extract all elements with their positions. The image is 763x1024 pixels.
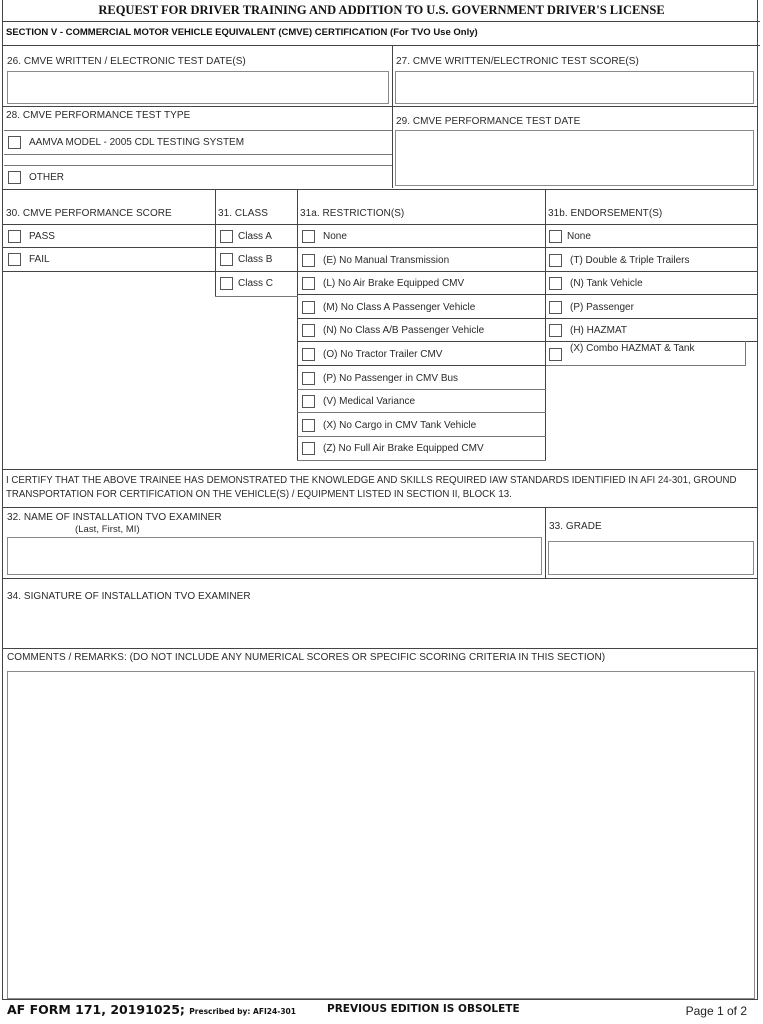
divider <box>297 189 298 461</box>
divider <box>297 341 758 342</box>
field-33-label: 33. GRADE <box>549 521 602 532</box>
restriction-option-label: (X) No Cargo in CMV Tank Vehicle <box>323 419 477 431</box>
divider <box>2 507 758 508</box>
endorsement-checkbox[interactable] <box>549 254 562 267</box>
option-class-c-label: Class C <box>238 278 274 289</box>
checkbox-fail[interactable] <box>8 253 21 266</box>
restriction-checkbox[interactable] <box>302 301 315 314</box>
restriction-checkbox[interactable] <box>302 442 315 455</box>
endorsement-option-label: (P) Passenger <box>570 301 634 313</box>
divider <box>297 389 546 390</box>
divider <box>2 45 760 46</box>
restriction-option-label: (M) No Class A Passenger Vehicle <box>323 301 476 313</box>
obsolete-notice: PREVIOUS EDITION IS OBSOLETE <box>327 1003 520 1015</box>
option-fail-label: FAIL <box>29 254 50 265</box>
divider <box>2 21 760 22</box>
divider <box>297 436 546 437</box>
checkbox-aamva[interactable] <box>8 136 21 149</box>
field-31a-label: 31a. RESTRICTION(S) <box>300 208 405 219</box>
page-number: Page 1 of 2 <box>685 1004 747 1018</box>
restriction-checkbox[interactable] <box>302 372 315 385</box>
endorsement-checkbox[interactable] <box>549 324 562 337</box>
divider <box>392 45 393 188</box>
divider <box>2 247 758 248</box>
divider <box>4 154 392 155</box>
divider <box>297 365 546 366</box>
divider <box>545 189 546 461</box>
divider <box>2 271 758 272</box>
endorsement-checkbox[interactable] <box>549 301 562 314</box>
option-class-b-label: Class B <box>238 254 273 265</box>
divider <box>4 130 392 131</box>
option-other-label: OTHER <box>29 172 64 183</box>
divider <box>297 294 758 295</box>
restriction-option-label: (Z) No Full Air Brake Equipped CMV <box>323 443 484 455</box>
comments-input[interactable] <box>7 671 755 999</box>
signature-area[interactable] <box>4 605 756 647</box>
divider <box>297 318 758 319</box>
restriction-option-label: (N) No Class A/B Passenger Vehicle <box>323 325 485 337</box>
endorsement-option-label: (T) Double & Triple Trailers <box>570 254 690 266</box>
field-33-input[interactable] <box>548 541 754 575</box>
endorsement-checkbox[interactable] <box>549 277 562 290</box>
restriction-checkbox[interactable] <box>302 348 315 361</box>
form-title: REQUEST FOR DRIVER TRAINING AND ADDITION TO U.S. GOVERNMENT DRIVER'S LICENSE <box>98 3 665 17</box>
divider <box>2 999 758 1000</box>
divider <box>545 507 546 578</box>
field-29-input[interactable] <box>395 130 754 186</box>
divider <box>2 189 758 190</box>
divider <box>215 296 298 297</box>
restriction-option-label: (L) No Air Brake Equipped CMV <box>323 278 465 290</box>
field-29-label: 29. CMVE PERFORMANCE TEST DATE <box>396 116 581 127</box>
checkbox-class-a[interactable] <box>220 230 233 243</box>
restriction-checkbox[interactable] <box>302 277 315 290</box>
restriction-option-label: (E) No Manual Transmission <box>323 254 450 266</box>
comments-label: COMMENTS / REMARKS: (DO NOT INCLUDE ANY NUMERICAL SCORES OR SPECIFIC SCORING CRITERIA IN THIS SECTION) <box>7 652 606 663</box>
field-26-label: 26. CMVE WRITTEN / ELECTRONIC TEST DATE(S) <box>7 56 246 67</box>
endorsement-option-label: (N) Tank Vehicle <box>570 278 643 290</box>
field-30-label: 30. CMVE PERFORMANCE SCORE <box>6 208 172 219</box>
field-27-input[interactable] <box>395 71 754 104</box>
divider <box>2 106 758 107</box>
divider <box>297 460 546 461</box>
certification-statement: I CERTIFY THAT THE ABOVE TRAINEE HAS DEMONSTRATED THE KNOWLEDGE AND SKILLS REQUIRED IAW STANDARDS IDENTIFIED IN AFI 24-301, GROUND TRANSPORTATION FOR CERTIFICATION ON THE VEHICLE(S) / EQUIPMENT LISTED IN SECTION II, BLOCK 13. <box>6 475 737 500</box>
endorsement-option-label: None <box>567 231 591 242</box>
option-aamva-label: AAMVA MODEL - 2005 CDL TESTING SYSTEM <box>29 137 245 148</box>
checkbox-other[interactable] <box>8 171 21 184</box>
checkbox-class-c[interactable] <box>220 277 233 290</box>
divider <box>2 578 758 579</box>
divider <box>4 165 392 166</box>
checkbox-pass[interactable] <box>8 230 21 243</box>
divider <box>745 341 746 366</box>
option-class-a-label: Class A <box>238 231 272 242</box>
restriction-option-label: None <box>323 231 347 242</box>
divider <box>297 412 546 413</box>
form-border-left <box>2 0 3 1000</box>
divider <box>2 469 758 470</box>
restriction-checkbox[interactable] <box>302 230 315 243</box>
field-31-label: 31. CLASS <box>218 208 268 219</box>
endorsement-option-label: (X) Combo HAZMAT & Tank <box>570 343 695 354</box>
divider <box>2 224 758 225</box>
restriction-option-label: (V) Medical Variance <box>323 396 416 408</box>
field-32-sublabel: (Last, First, MI) <box>75 524 140 535</box>
endorsement-checkbox[interactable] <box>549 348 562 361</box>
restriction-option-label: (O) No Tractor Trailer CMV <box>323 349 443 360</box>
endorsement-checkbox[interactable] <box>549 230 562 243</box>
divider <box>546 365 746 366</box>
section-heading: SECTION V - COMMERCIAL MOTOR VEHICLE EQUIVALENT (CMVE) CERTIFICATION (For TVO Use Only) <box>6 27 478 38</box>
checkbox-class-b[interactable] <box>220 253 233 266</box>
divider <box>215 189 216 297</box>
field-26-input[interactable] <box>7 71 389 104</box>
option-pass-label: PASS <box>29 231 55 242</box>
field-31b-label: 31b. ENDORSEMENT(S) <box>548 208 663 219</box>
field-32-input[interactable] <box>7 537 542 575</box>
restriction-checkbox[interactable] <box>302 395 315 408</box>
field-28-label: 28. CMVE PERFORMANCE TEST TYPE <box>6 110 191 121</box>
restriction-checkbox[interactable] <box>302 419 315 432</box>
field-27-label: 27. CMVE WRITTEN/ELECTRONIC TEST SCORE(S) <box>396 56 639 67</box>
restriction-checkbox[interactable] <box>302 324 315 337</box>
restriction-checkbox[interactable] <box>302 254 315 267</box>
field-32-label: 32. NAME OF INSTALLATION TVO EXAMINER <box>7 512 222 523</box>
field-34-label: 34. SIGNATURE OF INSTALLATION TVO EXAMINER <box>7 591 251 602</box>
restriction-option-label: (P) No Passenger in CMV Bus <box>323 372 459 384</box>
form-id <box>7 1002 296 1017</box>
prescribed-by: Prescribed by: AFI24-301 <box>189 1007 296 1016</box>
form-id-text: AF FORM 171, 20191025; <box>7 1002 185 1017</box>
divider <box>2 648 758 649</box>
endorsement-option-label: (H) HAZMAT <box>570 325 628 337</box>
